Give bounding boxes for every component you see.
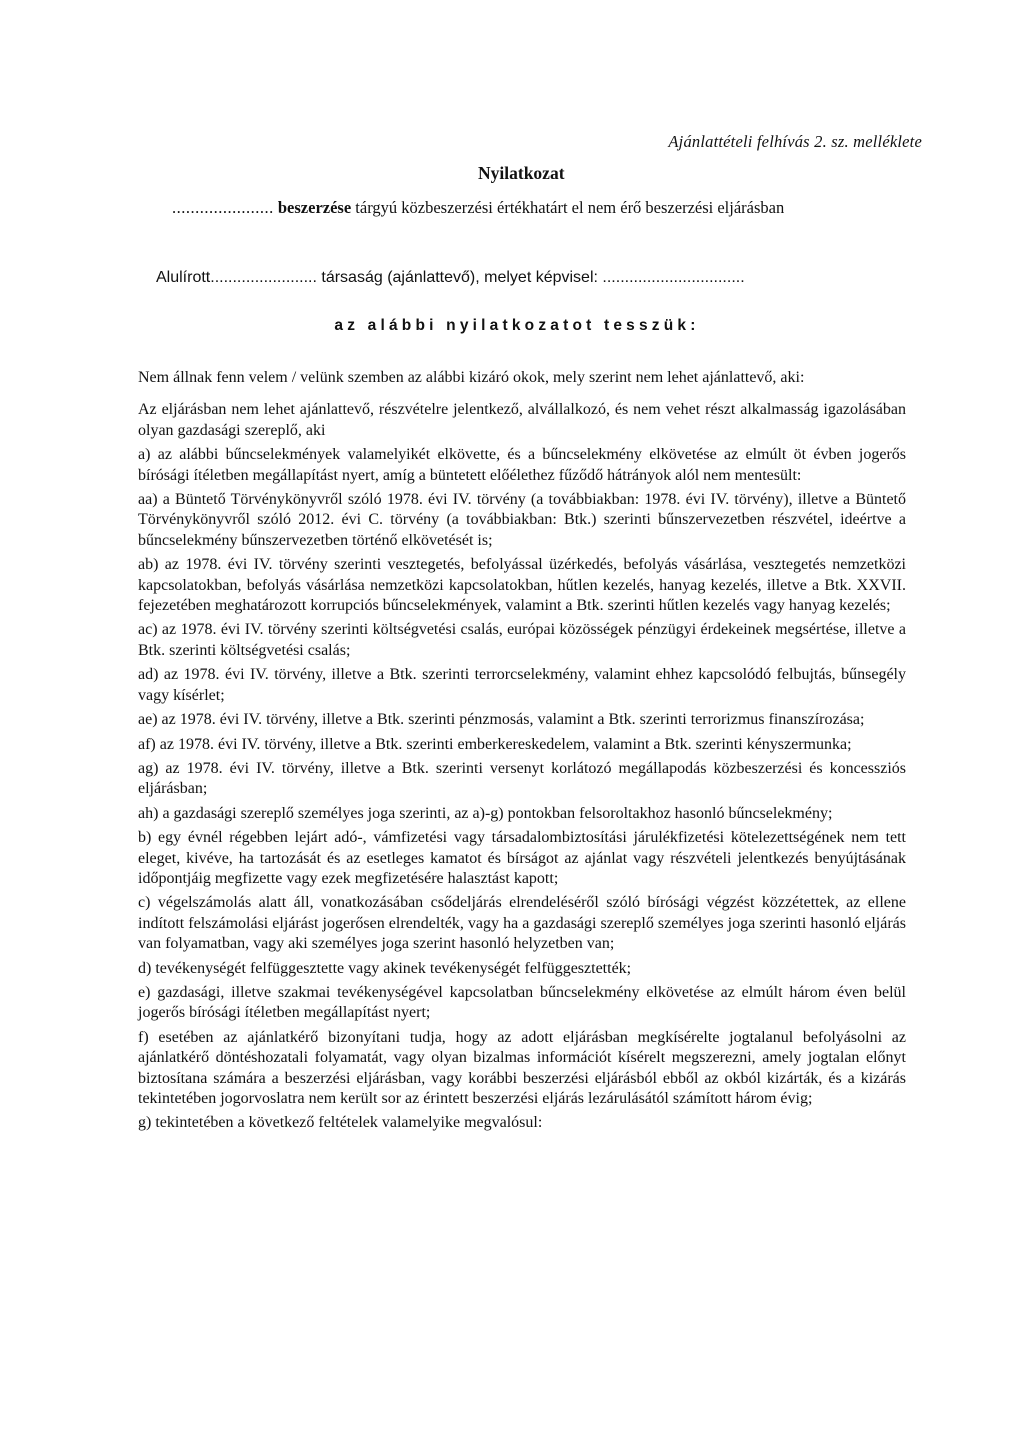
item-text: az 1978. évi IV. törvény szerinti vesztegetés, befolyással üzérkedés, befolyás vásárlása, vesztegetés nemzetközi kapcsolatokban, befolyás vásárlása nemzetközi kapcsolatokban, hűtlen kezelés, hanyag kezelés, illetve a Btk. XXVII. fejezetében meghatározott korrupciós bűncselekmények, valamint a Btk. szerinti hűtlen kezelés vagy hanyag kezelés; (138, 556, 906, 615)
item-text: a gazdasági szereplő személyes joga szerinti, az a)-g) pontokban felsoroltakhoz hasonló bűncselekmény; (158, 804, 833, 822)
item-ab (138, 555, 906, 616)
document-title: Nyilatkozat (478, 163, 565, 183)
item-mark: ab) (138, 556, 159, 574)
item-ad (138, 665, 906, 706)
item-text: tekintetében a következő feltételek valamelyike megvalósul: (151, 1114, 543, 1132)
item-ae (138, 710, 906, 730)
subject-blank: ...................... (172, 198, 274, 217)
item-mark: e) (138, 983, 151, 1001)
item-text: tevékenységét felfüggesztette vagy akinek tevékenységét felfüggesztették; (151, 959, 632, 977)
item-text: az 1978. évi IV. törvény, illetve a Btk. szerinti pénzmosás, valamint a Btk. szerinti terrorizmus finanszírozása; (157, 711, 865, 729)
item-text: egy évnél régebben lejárt adó-, vámfizetési vagy társadalombiztosítási járulékfizetési kötelezettségének nem tett eleget, kivéve, ha tartozását és az esetleges kamatot és bírságot az ajánlat vagy részvételi jelentkezés benyújtásának időpontjáig megfizette vagy ezek megfizetésére halasztást kapott; (138, 829, 906, 887)
item-b (138, 828, 906, 889)
item-text: az 1978. évi IV. törvény, illetve a Btk. szerinti emberkereskedelem, valamint a Btk. szerinti kényszermunka; (155, 735, 852, 753)
item-text: végelszámolás alatt áll, vonatkozásában csődeljárás elrendeléséről szóló bírósági végzést közzétettek, az ellene indított felszámolási eljárást jogerősen elrendelték, vagy ha a gazdasági szereplő személyes joga szerinti hasonló eljárás van folyamatban, vagy aki személyes joga szerint hasonló helyzetben van; (138, 894, 906, 953)
item-f (138, 1028, 906, 1110)
undersigned-line (156, 269, 745, 287)
item-mark: b) (138, 829, 152, 847)
undersigned-label: Alulírott (156, 269, 211, 286)
item-ac (138, 620, 906, 661)
item-e (138, 983, 906, 1024)
annex-label: Ajánlattételi felhívás 2. sz. melléklete (668, 132, 922, 151)
item-c (138, 893, 906, 954)
item-d (138, 959, 906, 979)
item-mark: d) (138, 959, 152, 977)
item-mark: ag) (138, 759, 159, 777)
company-blank: ........................ (210, 269, 317, 286)
item-mark: a) (138, 446, 151, 464)
item-mark: aa) (138, 491, 158, 509)
item-af (138, 735, 906, 755)
item-text: az alábbi bűncselekmények valamelyikét elkövette, és a bűncselekmény elkövetése az elmúlt öt évben jogerős bírósági ítéletben megállapítást nyert, amíg a büntetett előélethez fűződő hátrányok alól nem mentesült: (138, 446, 906, 484)
item-mark: ae) (138, 711, 158, 729)
item-mark: ac) (138, 621, 158, 639)
item-a (138, 445, 906, 486)
item-text: az 1978. évi IV. törvény, illetve a Btk. szerinti versenyt korlátozó megállapodás közbeszerzési és koncessziós eljárásban; (138, 759, 906, 798)
item-mark: ad) (138, 666, 159, 684)
item-text: a Büntető Törvénykönyvről szóló 1978. évi IV. törvény (a továbbiakban: 1978. évi IV. törvény), illetve a Büntető Törvénykönyvről szóló 2012. évi C. törvény (a továbbiakban: Btk.) szerinti bűnszervezetben részvétel, ideértve a bűncselekmény bűnszervezetben történő elkövetését is; (138, 491, 906, 549)
item-text: az 1978. évi IV. törvény, illetve a Btk. szerinti terrorcselekmény, valamint ehhez kapcsolódó felbujtás, bűnsegély vagy kísérlet; (138, 666, 906, 704)
lead-paragraph: Az eljárásban nem lehet ajánlattevő, részvételre jelentkező, alvállalkozó, és nem vehet részt alkalmasság igazolásában olyan gazdasági szereplő, aki (138, 401, 906, 439)
document-body (138, 368, 906, 1134)
item-mark: ah) (138, 804, 159, 822)
item-mark: g) (138, 1114, 152, 1132)
item-mark: f) (138, 1028, 149, 1046)
subject-bold: beszerzése (273, 198, 352, 217)
item-mark: af) (138, 735, 156, 753)
representative-blank: ................................ (602, 269, 745, 286)
item-g (138, 1113, 906, 1133)
item-text: esetében az ajánlatkérő bizonyítani tudja, hogy az adott eljárásban megkísérelte jogtalanul befolyásolni az ajánlatkérő döntéshozatali folyamatát, vagy olyan bizalmas információt kísérelt megszerezni, amely jogtalan előnyt biztosítana számára a beszerzési eljárásban, vagy korábbi beszerzési eljárásból ebből az okból kizárták, és a kizárás tekintetében jogorvoslatra nem került sor az érintett beszerzési eljárás lezárulásától számított három évig; (138, 1028, 906, 1107)
subject-line (172, 198, 784, 218)
item-text: gazdasági, illetve szakmai tevékenységével kapcsolatban bűncselekmény elkövetése az elmúlt három éven belül jogerős bírósági ítéletben megállapítást nyert; (138, 983, 906, 1022)
undersigned-mid: társaság (ajánlattevő), melyet képvisel: (316, 269, 603, 286)
item-ah (138, 804, 906, 824)
item-aa (138, 490, 906, 551)
intro-paragraph: Nem állnak fenn velem / velünk szemben az alábbi kizáró okok, mely szerint nem lehet ajánlattevő, aki: (138, 369, 805, 386)
item-mark: c) (138, 894, 151, 912)
subject-rest: tárgyú közbeszerzési értékhatárt el nem érő beszerzési eljárásban (351, 198, 785, 217)
item-ag (138, 759, 906, 800)
declaration-heading: az alábbi nyilatkozatot tesszük: (334, 317, 700, 334)
item-text: az 1978. évi IV. törvény szerinti költségvetési csalás, európai közösségek pénzügyi érdekeinek megsértése, illetve a Btk. szerinti költségvetési csalás; (138, 621, 906, 659)
